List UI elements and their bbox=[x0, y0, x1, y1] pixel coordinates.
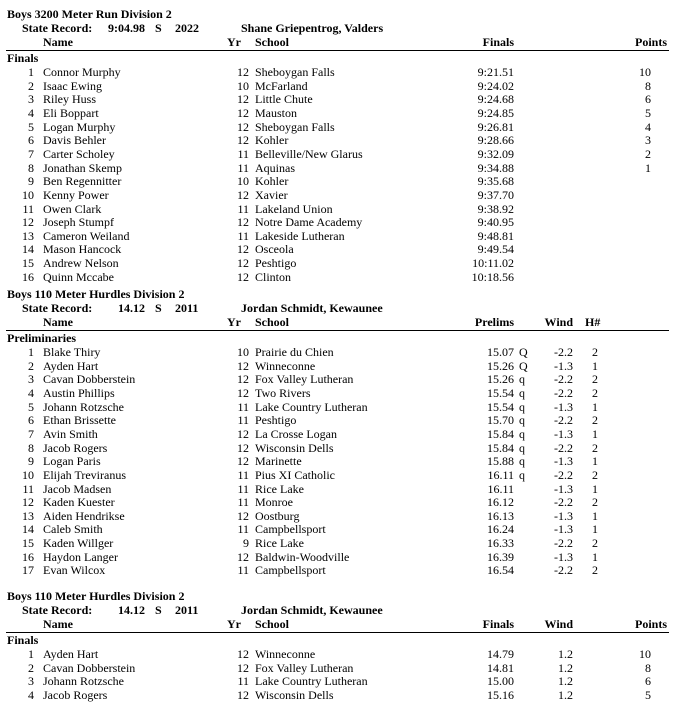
qualifier: q bbox=[519, 372, 525, 387]
mark: 9:35.68 bbox=[477, 174, 514, 189]
wind: -2.2 bbox=[554, 385, 573, 400]
athlete-name: Haydon Langer bbox=[43, 549, 118, 564]
heat: 1 bbox=[592, 549, 598, 564]
place: 3 bbox=[28, 372, 34, 387]
mark: 15.84 bbox=[487, 440, 514, 455]
wind: 1.2 bbox=[558, 687, 573, 702]
place: 3 bbox=[28, 674, 34, 689]
header-name: Name bbox=[43, 315, 73, 329]
header-points: Points bbox=[634, 35, 667, 49]
year: 11 bbox=[237, 399, 249, 414]
heat: 2 bbox=[592, 467, 598, 482]
mark: 9:38.92 bbox=[477, 201, 514, 216]
school: Lake Country Lutheran bbox=[255, 399, 368, 414]
wind: -1.3 bbox=[554, 522, 573, 537]
athlete-name: Quinn Mccabe bbox=[43, 269, 114, 284]
place: 4 bbox=[28, 105, 34, 120]
place: 8 bbox=[28, 440, 34, 455]
place: 15 bbox=[22, 256, 34, 271]
points: 6 bbox=[645, 674, 651, 689]
state-record-holder: Shane Griepentrog, Valders bbox=[241, 21, 384, 35]
athlete-name: Isaac Ewing bbox=[43, 78, 102, 93]
mark: 9:40.95 bbox=[477, 215, 514, 230]
athlete-name: Elijah Treviranus bbox=[43, 467, 126, 482]
athlete-name: Ayden Hart bbox=[43, 358, 99, 373]
athlete-name: Aiden Hendrikse bbox=[43, 508, 125, 523]
header-divider bbox=[6, 50, 669, 51]
place: 3 bbox=[28, 92, 34, 107]
mark: 9:49.54 bbox=[477, 242, 514, 257]
year: 12 bbox=[237, 65, 249, 79]
points: 8 bbox=[645, 660, 651, 675]
year: 12 bbox=[237, 242, 249, 257]
athlete-name: Ben Regennitter bbox=[43, 174, 122, 189]
place: 11 bbox=[22, 201, 34, 216]
place: 13 bbox=[22, 228, 34, 243]
heat: 2 bbox=[592, 495, 598, 510]
school: Notre Dame Academy bbox=[255, 215, 363, 230]
points: 5 bbox=[645, 105, 651, 120]
athlete-name: Logan Murphy bbox=[43, 119, 116, 134]
state-record-label: State Record: bbox=[22, 603, 93, 617]
heat: 2 bbox=[592, 413, 598, 428]
points: 6 bbox=[645, 92, 651, 107]
place: 14 bbox=[22, 522, 34, 537]
year: 11 bbox=[237, 481, 249, 496]
school: Fox Valley Lutheran bbox=[255, 660, 354, 675]
athlete-name: Austin Phillips bbox=[43, 385, 115, 400]
qualifier: q bbox=[519, 399, 525, 414]
heat: 1 bbox=[592, 426, 598, 441]
school: Winneconne bbox=[255, 358, 316, 373]
heat: 2 bbox=[592, 385, 598, 400]
points: 10 bbox=[639, 647, 651, 661]
mark: 16.13 bbox=[487, 508, 514, 523]
mark: 15.07 bbox=[487, 345, 514, 359]
athlete-name: Logan Paris bbox=[43, 454, 101, 469]
athlete-name: Evan Wilcox bbox=[43, 563, 106, 578]
wind: -2.2 bbox=[554, 345, 573, 359]
wind: -2.2 bbox=[554, 440, 573, 455]
mark: 9:21.51 bbox=[477, 65, 514, 79]
state-record-holder: Jordan Schmidt, Kewaunee bbox=[241, 301, 383, 315]
place: 16 bbox=[22, 549, 34, 564]
place: 17 bbox=[22, 563, 34, 578]
mark: 15.54 bbox=[487, 385, 514, 400]
header-mark: Prelims bbox=[474, 315, 514, 329]
heat: 1 bbox=[592, 454, 598, 469]
year: 9 bbox=[243, 536, 249, 551]
wind: -2.2 bbox=[554, 495, 573, 510]
qualifier: q bbox=[519, 426, 525, 441]
place: 15 bbox=[22, 536, 34, 551]
header-points: Points bbox=[634, 617, 667, 631]
year: 11 bbox=[237, 413, 249, 428]
school: Campbellsport bbox=[255, 563, 326, 578]
athlete-name: Kaden Willger bbox=[43, 536, 114, 551]
year: 12 bbox=[237, 119, 249, 134]
mark: 9:28.66 bbox=[477, 133, 514, 148]
mark: 9:24.85 bbox=[477, 105, 514, 120]
athlete-name: Jacob Madsen bbox=[43, 481, 112, 496]
place: 2 bbox=[28, 358, 34, 373]
athlete-name: Avin Smith bbox=[43, 426, 98, 441]
state-record-time: 14.12 bbox=[118, 301, 145, 315]
wind: -2.2 bbox=[554, 413, 573, 428]
wind: -2.2 bbox=[554, 563, 573, 578]
place: 5 bbox=[28, 399, 34, 414]
school: Prairie du Chien bbox=[255, 345, 334, 359]
place: 9 bbox=[28, 174, 34, 189]
year: 12 bbox=[237, 454, 249, 469]
year: 12 bbox=[237, 549, 249, 564]
place: 10 bbox=[22, 187, 34, 202]
year: 11 bbox=[237, 201, 249, 216]
year: 12 bbox=[237, 105, 249, 120]
athlete-name: Cavan Dobberstein bbox=[43, 660, 136, 675]
athlete-name: Jacob Rogers bbox=[43, 440, 108, 455]
points: 2 bbox=[645, 146, 651, 161]
mark: 9:32.09 bbox=[477, 146, 514, 161]
athlete-name: Ayden Hart bbox=[43, 647, 99, 661]
wind: -1.3 bbox=[554, 426, 573, 441]
state-record-time: 14.12 bbox=[118, 603, 145, 617]
school: Lakeside Lutheran bbox=[255, 228, 345, 243]
qualifier: q bbox=[519, 413, 525, 428]
athlete-name: Mason Hancock bbox=[43, 242, 122, 257]
header-wind: Wind bbox=[544, 315, 573, 329]
mark: 9:26.81 bbox=[477, 119, 514, 134]
state-record-year: 2011 bbox=[175, 301, 199, 315]
year: 10 bbox=[237, 174, 249, 189]
wind: 1.2 bbox=[558, 647, 573, 661]
event-title: Boys 110 Meter Hurdles Division 2 bbox=[7, 589, 185, 603]
points: 4 bbox=[645, 119, 651, 134]
header-school: School bbox=[255, 35, 290, 49]
school: Fox Valley Lutheran bbox=[255, 372, 354, 387]
mark: 15.88 bbox=[487, 454, 514, 469]
qualifier: Q bbox=[519, 358, 528, 373]
header-school: School bbox=[255, 617, 290, 631]
header-heat: H# bbox=[585, 315, 601, 329]
mark: 15.54 bbox=[487, 399, 514, 414]
round-label: Finals bbox=[7, 51, 39, 65]
wind: -1.3 bbox=[554, 399, 573, 414]
mark: 10:11.02 bbox=[472, 256, 514, 271]
wind: 1.2 bbox=[558, 660, 573, 675]
athlete-name: Johann Rotzsche bbox=[43, 674, 124, 689]
mark: 9:37.70 bbox=[477, 187, 514, 202]
year: 11 bbox=[237, 467, 249, 482]
state-record-year: 2011 bbox=[175, 603, 199, 617]
place: 5 bbox=[28, 119, 34, 134]
place: 10 bbox=[22, 467, 34, 482]
place: 1 bbox=[28, 345, 34, 359]
athlete-name: Caleb Smith bbox=[43, 522, 103, 537]
school: Little Chute bbox=[255, 92, 313, 107]
year: 12 bbox=[237, 92, 249, 107]
mark: 16.24 bbox=[487, 522, 514, 537]
school: Kohler bbox=[255, 133, 289, 148]
heat: 1 bbox=[592, 358, 598, 373]
mark: 14.79 bbox=[487, 647, 514, 661]
heat: 1 bbox=[592, 522, 598, 537]
mark: 16.33 bbox=[487, 536, 514, 551]
mark: 15.26 bbox=[487, 358, 514, 373]
state-record-label: State Record: bbox=[22, 21, 93, 35]
place: 4 bbox=[28, 385, 34, 400]
header-wind: Wind bbox=[544, 617, 573, 631]
mark: 10:18.56 bbox=[471, 269, 514, 284]
school: Monroe bbox=[255, 495, 293, 510]
header-mark: Finals bbox=[482, 617, 514, 631]
wind: 1.2 bbox=[558, 674, 573, 689]
school: Peshtigo bbox=[255, 413, 297, 428]
place: 4 bbox=[28, 687, 34, 702]
year: 11 bbox=[237, 674, 249, 689]
year: 11 bbox=[237, 160, 249, 175]
year: 10 bbox=[237, 78, 249, 93]
year: 11 bbox=[237, 146, 249, 161]
athlete-name: Carter Scholey bbox=[43, 146, 115, 161]
athlete-name: Cameron Weiland bbox=[43, 228, 130, 243]
round-label: Finals bbox=[7, 633, 39, 647]
athlete-name: Kenny Power bbox=[43, 187, 109, 202]
place: 1 bbox=[28, 65, 34, 79]
header-name: Name bbox=[43, 35, 73, 49]
header-yr: Yr bbox=[227, 617, 241, 631]
school: Sheboygan Falls bbox=[255, 119, 335, 134]
school: Oostburg bbox=[255, 508, 300, 523]
mark: 16.11 bbox=[487, 467, 514, 482]
athlete-name: Owen Clark bbox=[43, 201, 102, 216]
wind: -2.2 bbox=[554, 467, 573, 482]
mark: 15.16 bbox=[487, 687, 514, 702]
year: 10 bbox=[237, 345, 249, 359]
mark: 16.12 bbox=[487, 495, 514, 510]
athlete-name: Eli Boppart bbox=[43, 105, 99, 120]
athlete-name: Jonathan Skemp bbox=[43, 160, 122, 175]
wind: -2.2 bbox=[554, 536, 573, 551]
school: Xavier bbox=[255, 187, 288, 202]
athlete-name: Ethan Brissette bbox=[43, 413, 116, 428]
school: Marinette bbox=[255, 454, 302, 469]
place: 11 bbox=[22, 481, 34, 496]
state-record-label: State Record: bbox=[22, 301, 93, 315]
year: 12 bbox=[237, 426, 249, 441]
year: 12 bbox=[237, 256, 249, 271]
qualifier: q bbox=[519, 454, 525, 469]
place: 16 bbox=[22, 269, 34, 284]
school: Osceola bbox=[255, 242, 294, 257]
school: McFarland bbox=[255, 78, 308, 93]
mark: 15.70 bbox=[487, 413, 514, 428]
school: Kohler bbox=[255, 174, 289, 189]
place: 6 bbox=[28, 133, 34, 148]
school: Rice Lake bbox=[255, 481, 304, 496]
state-record-time: 9:04.98 bbox=[108, 21, 145, 35]
athlete-name: Kaden Kuester bbox=[43, 495, 115, 510]
place: 7 bbox=[28, 426, 34, 441]
mark: 9:48.81 bbox=[477, 228, 514, 243]
mark: 16.11 bbox=[487, 481, 514, 496]
mark: 14.81 bbox=[487, 660, 514, 675]
school: Lake Country Lutheran bbox=[255, 674, 368, 689]
points: 8 bbox=[645, 78, 651, 93]
wind: -1.3 bbox=[554, 549, 573, 564]
year: 12 bbox=[237, 687, 249, 702]
points: 10 bbox=[639, 65, 651, 79]
school: Clinton bbox=[255, 269, 292, 284]
place: 14 bbox=[22, 242, 34, 257]
place: 7 bbox=[28, 146, 34, 161]
year: 11 bbox=[237, 563, 249, 578]
state-record-flag: S bbox=[155, 21, 162, 35]
school: Wisconsin Dells bbox=[255, 440, 334, 455]
athlete-name: Connor Murphy bbox=[43, 65, 121, 79]
heat: 1 bbox=[592, 481, 598, 496]
mark: 15.00 bbox=[487, 674, 514, 689]
school: La Crosse Logan bbox=[255, 426, 337, 441]
place: 12 bbox=[22, 215, 34, 230]
heat: 2 bbox=[592, 372, 598, 387]
points: 3 bbox=[645, 133, 651, 148]
header-yr: Yr bbox=[227, 35, 241, 49]
header-name: Name bbox=[43, 617, 73, 631]
year: 12 bbox=[237, 647, 249, 661]
school: Two Rivers bbox=[255, 385, 311, 400]
place: 1 bbox=[28, 647, 34, 661]
state-record-flag: S bbox=[155, 603, 162, 617]
mark: 9:24.68 bbox=[477, 92, 514, 107]
round-label: Preliminaries bbox=[7, 331, 77, 345]
event-title: Boys 3200 Meter Run Division 2 bbox=[7, 7, 172, 21]
heat: 2 bbox=[592, 440, 598, 455]
qualifier: Q bbox=[519, 345, 528, 359]
header-mark: Finals bbox=[482, 35, 514, 49]
athlete-name: Joseph Stumpf bbox=[43, 215, 115, 230]
place: 2 bbox=[28, 660, 34, 675]
year: 12 bbox=[237, 358, 249, 373]
year: 12 bbox=[237, 215, 249, 230]
heat: 2 bbox=[592, 345, 598, 359]
place: 6 bbox=[28, 413, 34, 428]
year: 12 bbox=[237, 269, 249, 284]
year: 11 bbox=[237, 522, 249, 537]
school: Peshtigo bbox=[255, 256, 297, 271]
year: 12 bbox=[237, 187, 249, 202]
year: 12 bbox=[237, 385, 249, 400]
year: 12 bbox=[237, 440, 249, 455]
qualifier: q bbox=[519, 385, 525, 400]
school: Aquinas bbox=[255, 160, 295, 175]
header-yr: Yr bbox=[227, 315, 241, 329]
athlete-name: Johann Rotzsche bbox=[43, 399, 124, 414]
wind: -1.3 bbox=[554, 358, 573, 373]
wind: -1.3 bbox=[554, 481, 573, 496]
school: Wisconsin Dells bbox=[255, 687, 334, 702]
wind: -2.2 bbox=[554, 372, 573, 387]
header-divider bbox=[6, 632, 669, 633]
points: 1 bbox=[645, 160, 651, 175]
school: Mauston bbox=[255, 105, 297, 120]
school: Winneconne bbox=[255, 647, 316, 661]
mark: 9:24.02 bbox=[477, 78, 514, 93]
header-divider bbox=[6, 330, 669, 331]
athlete-name: Blake Thiry bbox=[43, 345, 101, 359]
year: 12 bbox=[237, 660, 249, 675]
place: 9 bbox=[28, 454, 34, 469]
qualifier: q bbox=[519, 467, 525, 482]
points: 5 bbox=[645, 687, 651, 702]
state-record-holder: Jordan Schmidt, Kewaunee bbox=[241, 603, 383, 617]
state-record-flag: S bbox=[155, 301, 162, 315]
school: Lakeland Union bbox=[255, 201, 333, 216]
athlete-name: Cavan Dobberstein bbox=[43, 372, 136, 387]
athlete-name: Andrew Nelson bbox=[43, 256, 119, 271]
header-school: School bbox=[255, 315, 290, 329]
athlete-name: Jacob Rogers bbox=[43, 687, 108, 702]
state-record-year: 2022 bbox=[175, 21, 199, 35]
wind: -1.3 bbox=[554, 454, 573, 469]
event-title: Boys 110 Meter Hurdles Division 2 bbox=[7, 287, 185, 301]
year: 12 bbox=[237, 508, 249, 523]
school: Campbellsport bbox=[255, 522, 326, 537]
place: 2 bbox=[28, 78, 34, 93]
mark: 9:34.88 bbox=[477, 160, 514, 175]
school: Sheboygan Falls bbox=[255, 65, 335, 79]
heat: 1 bbox=[592, 399, 598, 414]
school: Rice Lake bbox=[255, 536, 304, 551]
mark: 15.84 bbox=[487, 426, 514, 441]
qualifier: q bbox=[519, 440, 525, 455]
year: 11 bbox=[237, 228, 249, 243]
athlete-name: Davis Behler bbox=[43, 133, 106, 148]
heat: 2 bbox=[592, 563, 598, 578]
mark: 15.26 bbox=[487, 372, 514, 387]
wind: -1.3 bbox=[554, 508, 573, 523]
heat: 1 bbox=[592, 508, 598, 523]
athlete-name: Riley Huss bbox=[43, 92, 97, 107]
school: Baldwin-Woodville bbox=[255, 549, 350, 564]
place: 8 bbox=[28, 160, 34, 175]
place: 13 bbox=[22, 508, 34, 523]
mark: 16.39 bbox=[487, 549, 514, 564]
school: Pius XI Catholic bbox=[255, 467, 335, 482]
school: Belleville/New Glarus bbox=[255, 146, 363, 161]
mark: 16.54 bbox=[487, 563, 514, 578]
year: 12 bbox=[237, 372, 249, 387]
year: 11 bbox=[237, 495, 249, 510]
place: 12 bbox=[22, 495, 34, 510]
year: 12 bbox=[237, 133, 249, 148]
heat: 2 bbox=[592, 536, 598, 551]
